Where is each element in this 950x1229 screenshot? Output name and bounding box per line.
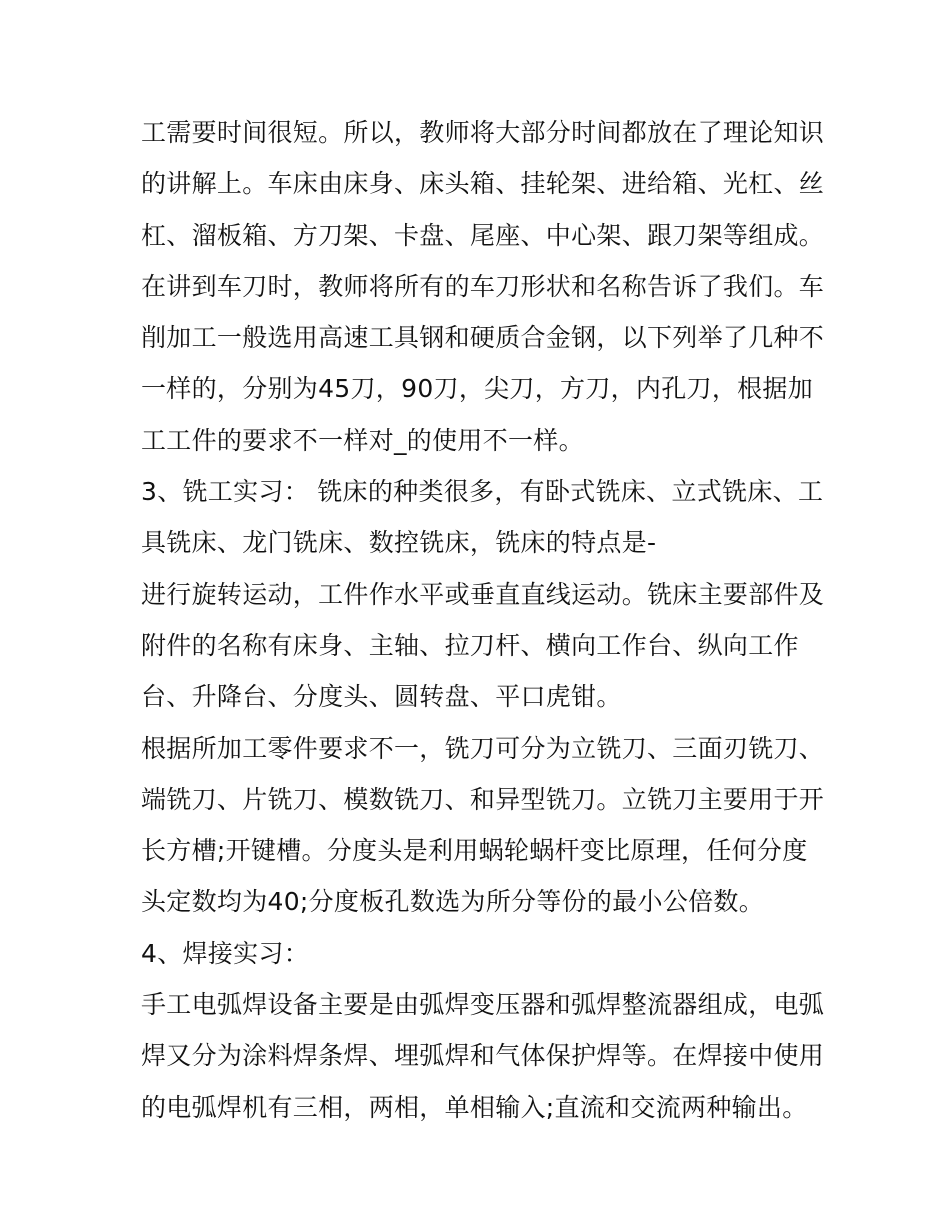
text-line: 附件的名称有床身、主轴、拉刀杆、横向工作台、纵向工作 [141,630,799,660]
section-heading-welding: 4、焊接实习： [141,938,310,968]
text-line: 杠、溜板箱、方刀架、卡盘、尾座、中心架、跟刀架等组成。 [141,220,825,250]
text-line: 进行旋转运动，工件作水平或垂直直线运动。铣床主要部件及 [141,579,825,609]
text-line: 的电弧焊机有三相，两相，单相输入;直流和交流两种输出。 [141,1092,808,1122]
text-line: 手工电弧焊设备主要是由弧焊变压器和弧焊整流器组成，电弧 [141,990,825,1020]
text-line: 根据所加工零件要求不一，铣刀可分为立铣刀、三面刃铣刀、 [141,733,825,763]
text-line: 头定数均为40;分度板孔数选为所分等份的最小公倍数。 [141,887,765,917]
text-line: 削加工一般选用高速工具钢和硬质合金钢，以下列举了几种不 [141,323,825,353]
text-line: 工工件的要求不一样对_的使用不一样。 [141,425,584,455]
text-line: 在讲到车刀时，教师将所有的车刀形状和名称告诉了我们。车 [141,271,825,301]
text-line: 具铣床、龙门铣床、数控铣床，铣床的特点是- [141,528,657,558]
text-line: 台、升降台、分度头、圆转盘、平口虎钳。 [141,682,622,712]
body-text [141,107,825,1133]
text-line: 焊又分为涂料焊条焊、埋弧焊和气体保护焊等。在焊接中使用 [141,1041,825,1071]
text-line: 长方槽;开键槽。分度头是利用蜗轮蜗杆变比原理，任何分度 [141,836,808,866]
text-line: 的讲解上。车床由床身、床头箱、挂轮架、进给箱、光杠、丝 [141,169,825,199]
text-line: 端铣刀、片铣刀、模数铣刀、和异型铣刀。立铣刀主要用于开 [141,784,825,814]
section-heading-milling: 3、铣工实习： 铣床的种类很多，有卧式铣床、立式铣床、工 [141,477,824,507]
text-line: 一样的，分别为45刀，90刀，尖刀，方刀，内孔刀，根据加 [141,374,814,404]
text-line: 工需要时间很短。所以，教师将大部分时间都放在了理论知识 [141,118,825,147]
